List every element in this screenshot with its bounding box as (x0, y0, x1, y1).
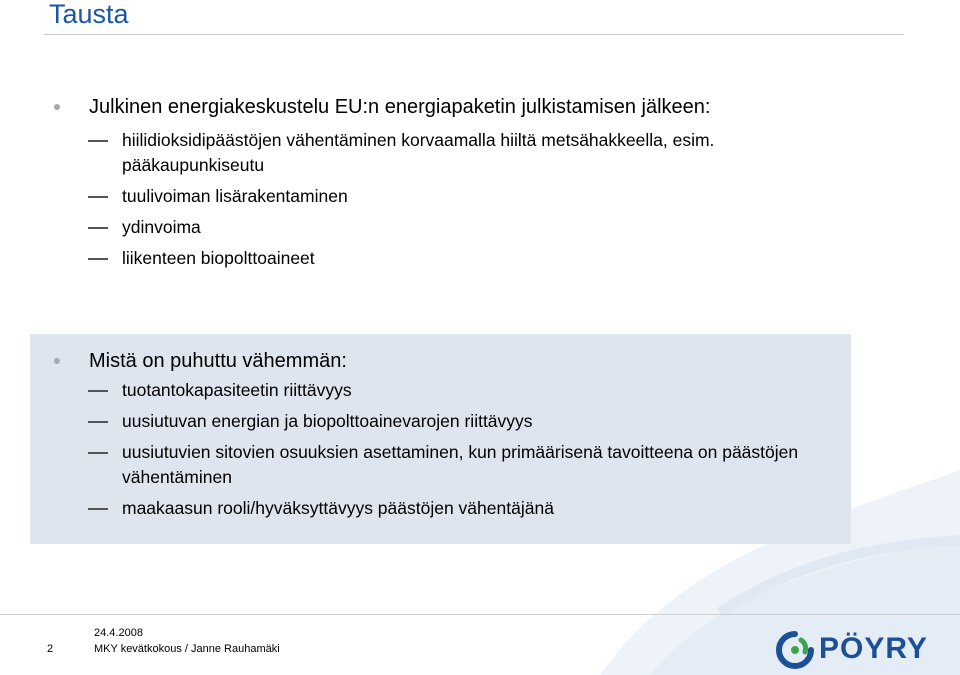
list-item (30, 246, 860, 271)
dash-bullet-icon (88, 421, 108, 423)
dash-bullet-icon (88, 390, 108, 392)
dash-bullet-icon (88, 140, 108, 142)
slide-title: Tausta (49, 0, 129, 29)
list-item-text: ydinvoima (122, 217, 201, 237)
list-item-text: tuulivoiman lisärakentaminen (122, 186, 348, 206)
list-item (30, 409, 851, 434)
footer-date: 24.4.2008 (94, 627, 143, 639)
poyry-logo-mark-icon (775, 630, 815, 670)
list-item-text: uusiutuvan energian ja biopolttoainevarojen riittävyys (122, 411, 533, 431)
logo-wordmark: PÖYRY (819, 632, 928, 665)
section-public-discussion (30, 94, 860, 271)
section-heading: Julkinen energiakeskustelu EU:n energiapaketin julkistamisen jälkeen: (89, 96, 711, 118)
list-item (30, 215, 860, 240)
title-divider (44, 34, 904, 35)
bullet-heading (30, 94, 860, 120)
list-item (30, 184, 860, 209)
bullet-dot-icon (54, 358, 60, 364)
section-heading: Mistä on puhuttu vähemmän: (89, 350, 347, 372)
list-item (30, 440, 851, 490)
dash-bullet-icon (88, 508, 108, 510)
bullet-dot-icon (54, 104, 60, 110)
poyry-logo (775, 630, 950, 670)
list-item (30, 128, 860, 178)
dash-bullet-icon (88, 196, 108, 198)
dash-bullet-icon (88, 452, 108, 454)
footer-divider (0, 614, 960, 615)
footer-presenter: MKY kevätkokous / Janne Rauhamäki (94, 643, 280, 655)
dash-bullet-icon (88, 227, 108, 229)
list-item-text: maakaasun rooli/hyväksyttävyys päästöjen vähentäjänä (122, 498, 554, 518)
bullet-heading (30, 348, 851, 374)
list-item-text: tuotantokapasiteetin riittävyys (122, 380, 352, 400)
list-item (30, 378, 851, 403)
section-less-discussed (30, 334, 851, 544)
dash-bullet-icon (88, 258, 108, 260)
list-item (30, 496, 851, 521)
list-item-text: uusiutuvien sitovien osuuksien asettaminen, kun primäärisenä tavoitteena on päästöjen vähentäminen (122, 442, 799, 487)
list-item-text: liikenteen biopolttoaineet (122, 248, 315, 268)
list-item-text: hiilidioksidipäästöjen vähentäminen korvaamalla hiiltä metsähakkeella, esim. pääkaupunkiseutu (122, 130, 715, 175)
page-number: 2 (47, 643, 54, 655)
